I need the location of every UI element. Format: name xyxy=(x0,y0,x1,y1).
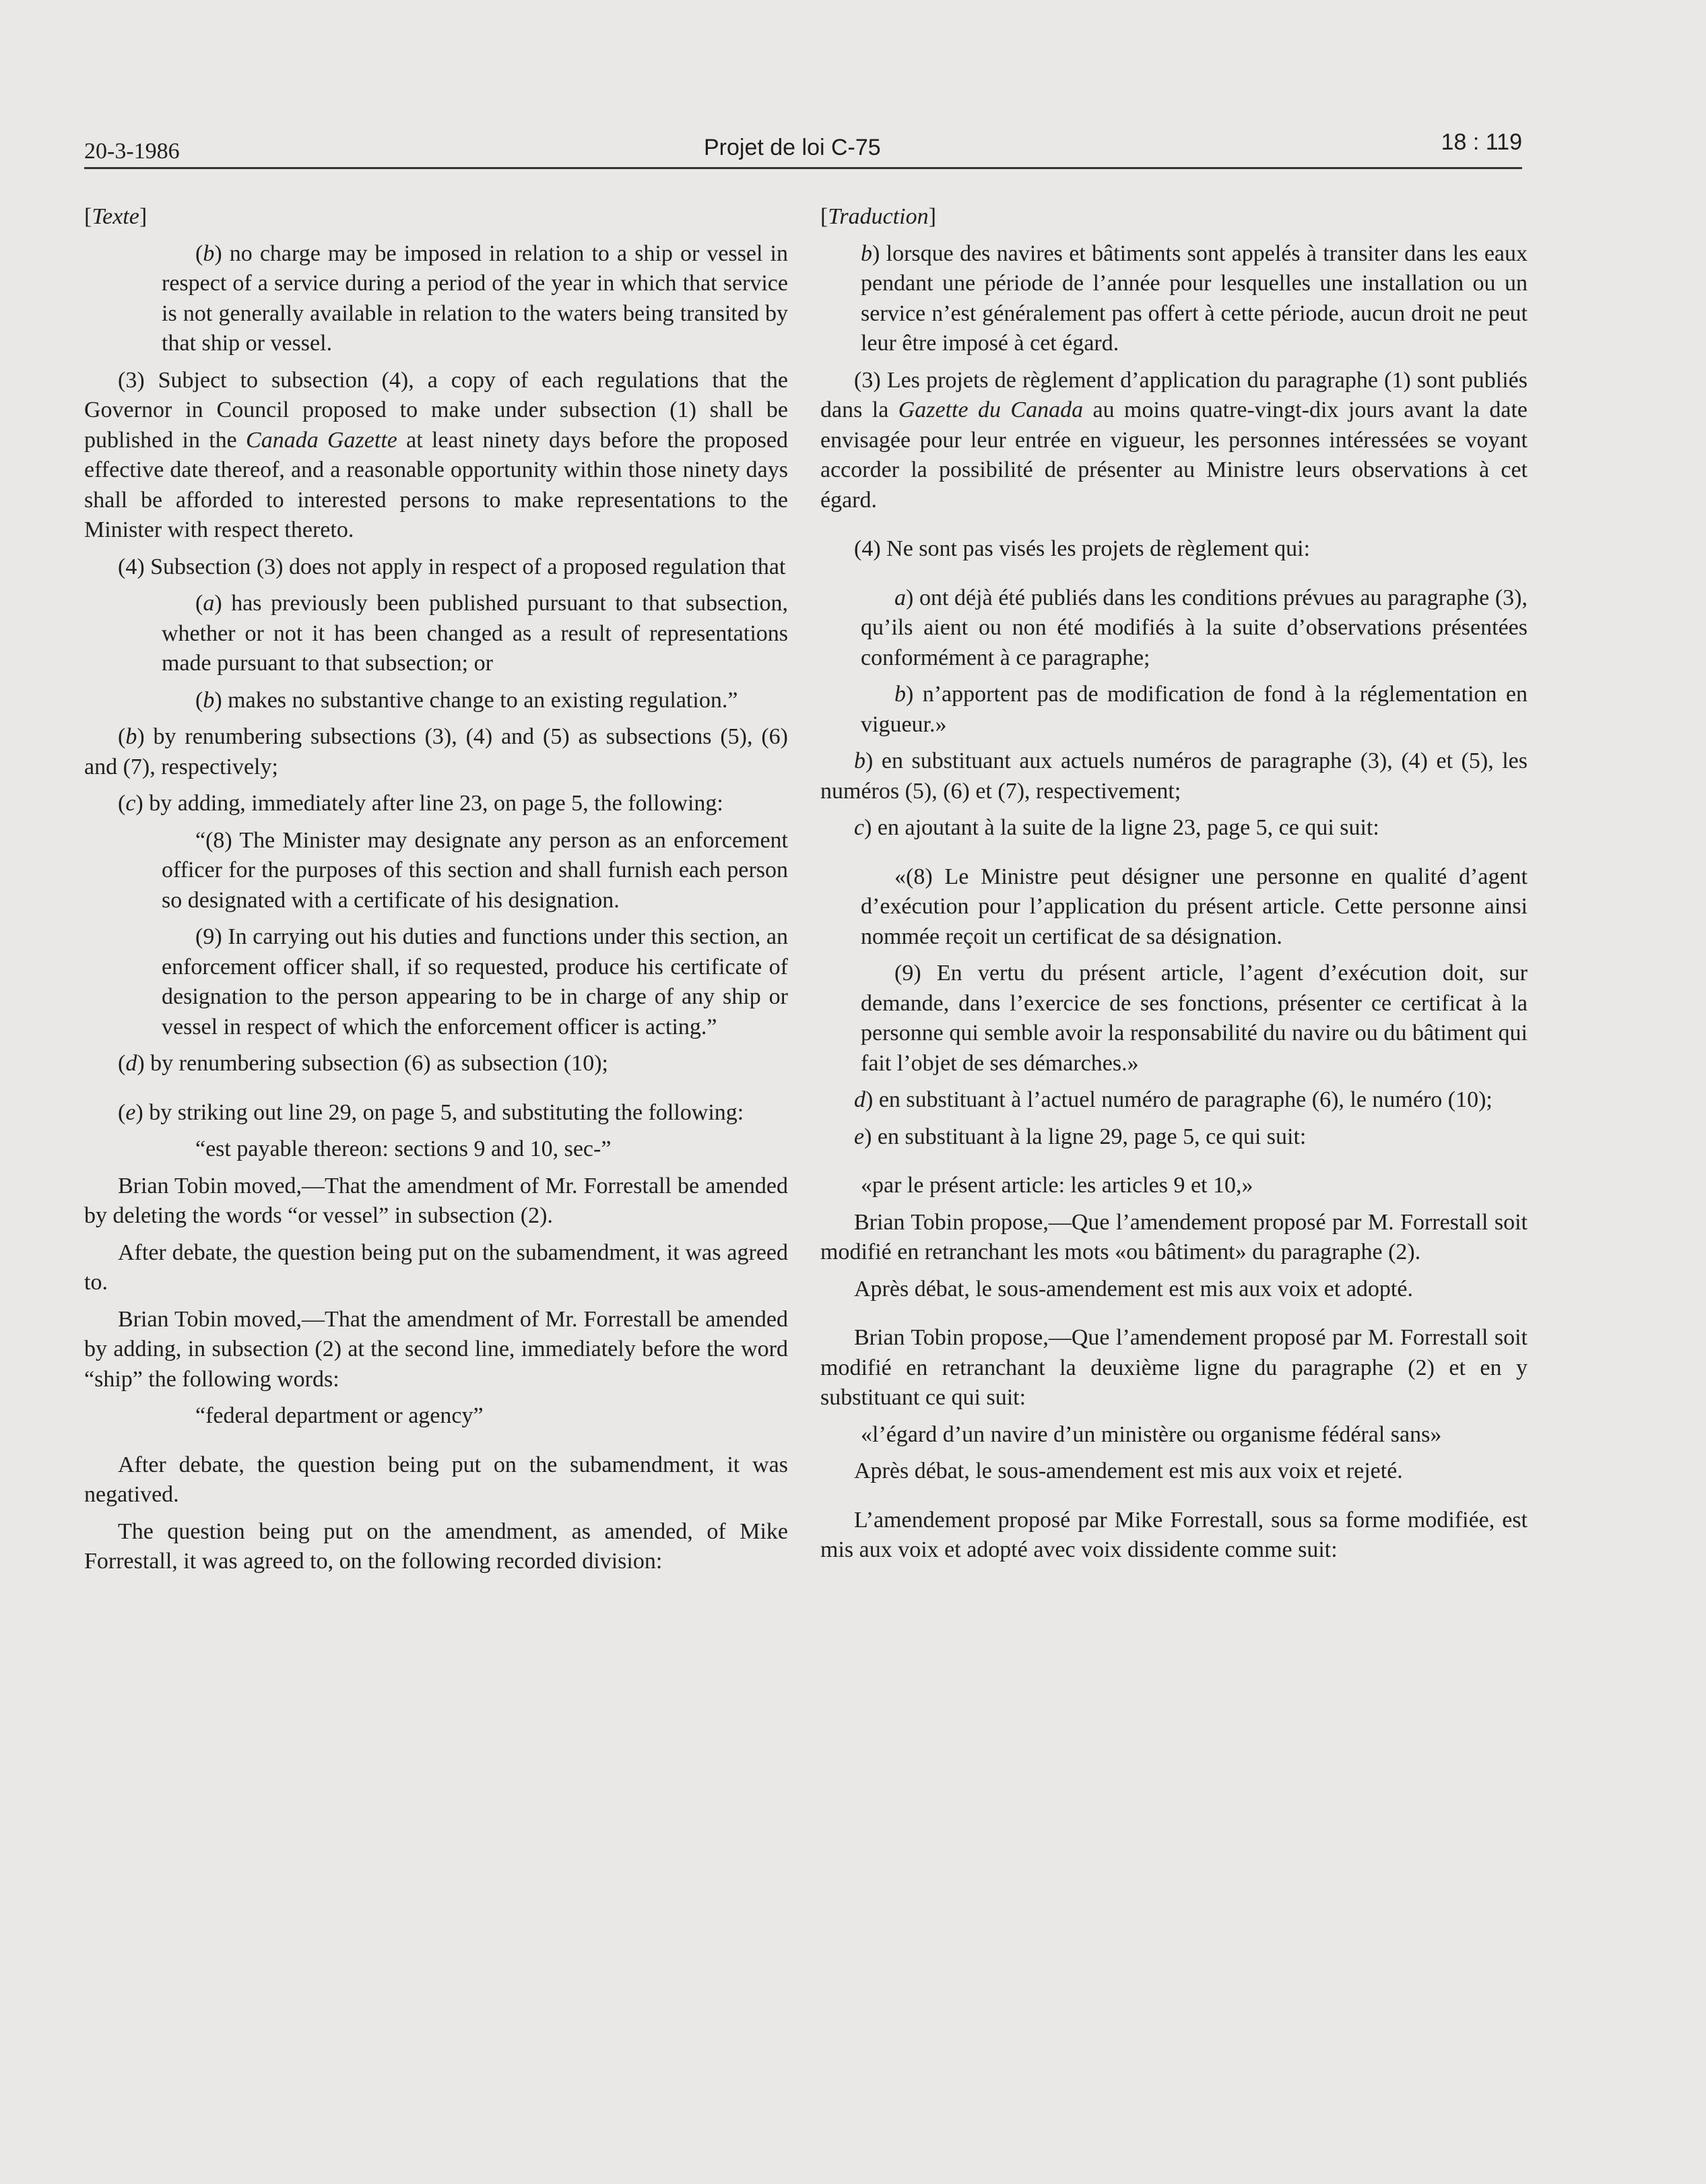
header-title: Projet de loi C-75 xyxy=(704,135,881,160)
paragraph: (4) Subsection (3) does not apply in respect of a proposed regulation that xyxy=(118,554,786,579)
column-label: [Traduction] xyxy=(820,204,936,229)
paragraph: «(8) Le Ministre peut désigner une personne en qualité d’agent d’exécution pour l’application du présent article. Cette personne ainsi nommée reçoit un certificat de sa désignation. xyxy=(861,864,1528,949)
header-date: 20-3-1986 xyxy=(84,139,180,164)
column-label: [Texte] xyxy=(84,204,147,229)
paragraph: b) n’apportent pas de modification de fond à la réglementation en vigueur.» xyxy=(861,682,1528,737)
header-page-number: 18 : 119 xyxy=(1441,129,1522,155)
paragraph: (b) by renumbering subsections (3), (4) and (5) as subsections (5), (6) and (7), respectively; xyxy=(84,724,788,779)
paragraph: (3) Subject to subsection (4), a copy of each regulations that the Governor in Council proposed to make under subsection (1) shall be published in the Canada Gazette at least ninety days before the proposed effective date thereof, and a reasonable opportunity within those ninety days shall be afforded to interested persons to make representations to the Minister with respect thereto. xyxy=(84,367,788,542)
paragraph: After debate, the question being put on the subamendment, it was negatived. xyxy=(84,1452,788,1507)
paragraph: Brian Tobin propose,—Que l’amendement proposé par M. Forrestall soit modifié en retranchant les mots «ou bâtiment» du paragraphe (2). xyxy=(820,1209,1528,1264)
paragraph: Brian Tobin propose,—Que l’amendement proposé par M. Forrestall soit modifié en retranchant la deuxième ligne du paragraphe (2) et en y substituant ce qui suit: xyxy=(820,1325,1528,1410)
paragraph: b) en substituant aux actuels numéros de paragraphe (3), (4) et (5), les numéros (5), (6) et (7), respectivement; xyxy=(820,748,1528,804)
paragraph: L’amendement proposé par Mike Forrestall, sous sa forme modifiée, est mis aux voix et adopté avec voix dissidente comme suit: xyxy=(820,1507,1528,1562)
paragraph: (3) Les projets de règlement d’application du paragraphe (1) sont publiés dans la Gazette du Canada au moins quatre-vingt-dix jours avant la date envisagée pour leur entrée en vigueur, les personnes intéressées se voyant accorder la possibilité de présenter au Ministre leurs observations à cet égard. xyxy=(820,367,1528,513)
paragraph: (9) En vertu du présent article, l’agent d’exécution doit, sur demande, dans l’exercice de ses fonctions, présenter ce certificat à la personne qui semble avoir la responsabilité du navire ou du bâtiment qui fait l’objet de ses démarches.» xyxy=(861,961,1528,1076)
paragraph: (9) In carrying out his duties and functions under this section, an enforcement officer shall, if so requested, produce his certificate of designation to the person appearing to be in charge of any ship or vessel in respect of which the enforcement officer is acting.” xyxy=(162,924,788,1039)
paragraph: (b) makes no substantive change to an existing regulation.” xyxy=(195,687,738,713)
paragraph: (a) has previously been published pursuant to that subsection, whether or not it has been changed as a result of representations made pursuant to that subsection; or xyxy=(162,591,788,676)
paragraph: a) ont déjà été publiés dans les conditions prévues au paragraphe (3), qu’ils aient ou non été modifiés à la suite d’observations présentées conformément à ce paragraphe; xyxy=(861,585,1528,670)
paragraph: b) lorsque des navires et bâtiments sont appelés à transiter dans les eaux pendant une période de l’année pour lesquelles une installation ou un service n’est généralement pas offert à cette période, aucun droit ne peut leur être imposé à cet égard. xyxy=(861,240,1528,356)
paragraph: “federal department or agency” xyxy=(195,1403,484,1428)
paragraph: «l’égard d’un navire d’un ministère ou organisme fédéral sans» xyxy=(861,1421,1442,1447)
header-rule xyxy=(84,167,1522,169)
paragraph: “est payable thereon: sections 9 and 10, sec-” xyxy=(195,1136,612,1161)
paragraph: (4) Ne sont pas visés les projets de règlement qui: xyxy=(854,536,1311,561)
paragraph: c) en ajoutant à la suite de la ligne 23, page 5, ce qui suit: xyxy=(854,815,1379,840)
paragraph: The question being put on the amendment, as amended, of Mike Forrestall, it was agreed to, on the following recorded division: xyxy=(84,1518,788,1574)
paragraph: d) en substituant à l’actuel numéro de paragraphe (6), le numéro (10); xyxy=(854,1087,1492,1112)
paragraph: (e) by striking out line 29, on page 5, and substituting the following: xyxy=(118,1099,744,1125)
paragraph: Brian Tobin moved,—That the amendment of Mr. Forrestall be amended by adding, in subsection (2) at the second line, immediately before the word “ship” the following words: xyxy=(84,1306,788,1392)
paragraph: (d) by renumbering subsection (6) as subsection (10); xyxy=(118,1051,609,1076)
paragraph: After debate, the question being put on the subamendment, it was agreed to. xyxy=(84,1240,788,1295)
french-column xyxy=(820,202,1528,1572)
paragraph: (c) by adding, immediately after line 23, on page 5, the following: xyxy=(118,791,723,816)
english-column xyxy=(84,202,788,1584)
paragraph: Brian Tobin moved,—That the amendment of Mr. Forrestall be amended by deleting the words “or vessel” in subsection (2). xyxy=(84,1173,788,1228)
page-header xyxy=(84,127,1522,167)
paragraph: «par le présent article: les articles 9 et 10,» xyxy=(861,1173,1253,1198)
paragraph: Après débat, le sous-amendement est mis aux voix et adopté. xyxy=(854,1276,1413,1302)
paragraph: e) en substituant à la ligne 29, page 5, ce qui suit: xyxy=(854,1124,1307,1149)
paragraph: Après débat, le sous-amendement est mis aux voix et rejeté. xyxy=(854,1458,1403,1483)
paragraph: “(8) The Minister may designate any person as an enforcement officer for the purposes of this section and shall furnish each person so designated with a certificate of his designation. xyxy=(162,827,788,913)
paragraph: (b) no charge may be imposed in relation to a ship or vessel in respect of a service during a period of the year in which that service is not generally available in relation to the waters being transited by that ship or vessel. xyxy=(162,240,789,356)
